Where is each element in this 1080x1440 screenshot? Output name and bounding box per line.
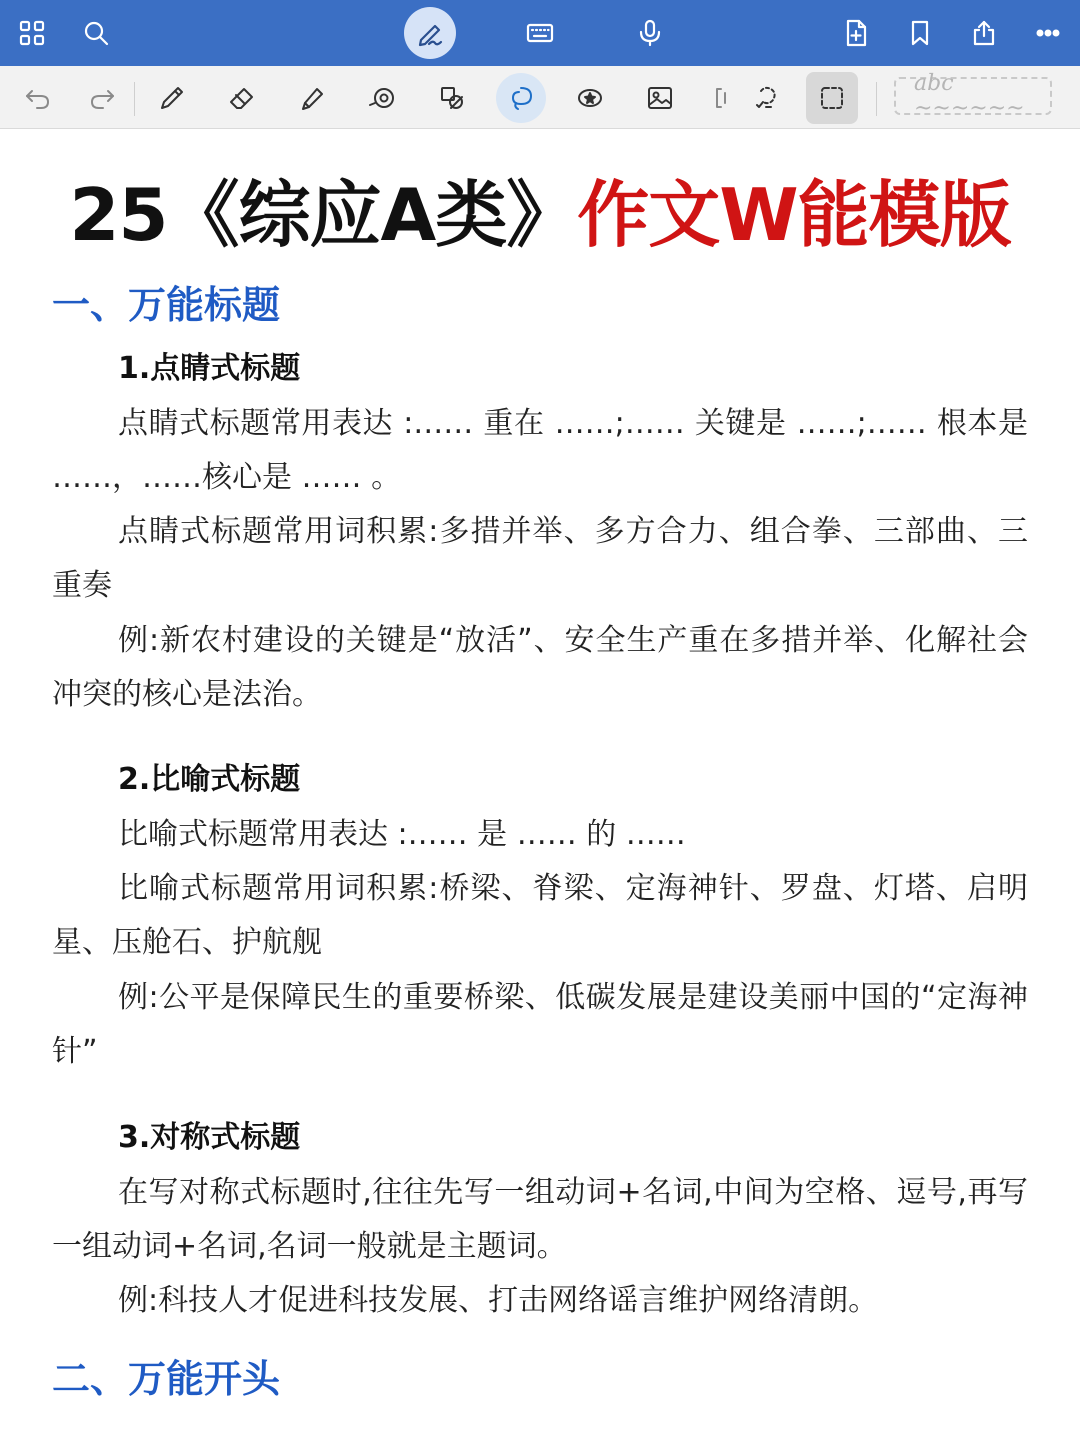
- paragraph: 在写对称式标题时,往往先写一组动词+名词,中间为空格、逗号,再写一组动词+名词,名词一般就是主题词。: [52, 1175, 1028, 1264]
- undo-icon[interactable]: [16, 76, 60, 120]
- highlighter-icon[interactable]: [290, 76, 334, 120]
- subsection-heading: 2.比喻式标题: [118, 762, 301, 797]
- pen-sample-preview[interactable]: abc ~~~~~~: [894, 77, 1052, 115]
- eraser-icon[interactable]: [220, 76, 264, 120]
- select-icon[interactable]: [806, 72, 858, 124]
- search-icon[interactable]: [72, 9, 120, 57]
- more-icon[interactable]: [1024, 9, 1072, 57]
- document-title-main: 25《综应A类》: [69, 173, 578, 257]
- image-icon[interactable]: [638, 76, 682, 120]
- paragraph: 比喻式标题常用表达 :…… 是 …… 的 ……: [118, 817, 686, 852]
- paragraph: 例:公平是保障民生的重要桥梁、低碳发展是建设美丽中国的“定海神针”: [52, 980, 1028, 1069]
- shape-recognize-icon[interactable]: [430, 76, 474, 120]
- top-app-bar: [0, 0, 1080, 66]
- lasso-select-icon[interactable]: [744, 76, 788, 120]
- text-box-icon[interactable]: [700, 76, 744, 120]
- subsection-heading: 3.对称式标题: [118, 1120, 301, 1155]
- bookmark-icon[interactable]: [896, 9, 944, 57]
- toolbar-divider: [876, 82, 877, 116]
- paragraph: 点睛式标题常用词积累:多措并举、多方合力、组合拳、三部曲、三重奏: [52, 514, 1028, 603]
- microphone-icon[interactable]: [626, 9, 674, 57]
- lasso-icon[interactable]: [496, 73, 546, 123]
- grid-icon[interactable]: [8, 9, 56, 57]
- document-title-highlight: 作文W能模版: [577, 173, 1011, 257]
- subsection-heading: 1.点睛式标题: [118, 351, 301, 386]
- share-icon[interactable]: [960, 9, 1008, 57]
- toolbar-divider: [134, 82, 135, 116]
- pen-mode-icon[interactable]: [404, 7, 456, 59]
- document-title: [0, 170, 1080, 260]
- section-heading: 二、万能开头: [52, 1357, 281, 1401]
- paragraph: 点睛式标题常用表达 :…… 重在 ……;…… 关键是 ……;…… 根本是 ……，……核心是 …… 。: [52, 406, 1028, 495]
- paragraph: 例:科技人才促进科技发展、打击网络谣言维护网络清朗。: [118, 1283, 879, 1318]
- shape-icon[interactable]: [360, 76, 404, 120]
- pencil-icon[interactable]: [150, 76, 194, 120]
- sticker-icon[interactable]: [568, 76, 612, 120]
- paragraph: 例:新农村建设的关键是“放活”、安全生产重在多措并举、化解社会冲突的核心是法治。: [52, 623, 1028, 712]
- keyboard-icon[interactable]: [516, 9, 564, 57]
- add-page-icon[interactable]: [832, 9, 880, 57]
- section-heading: 一、万能标题: [52, 283, 281, 327]
- redo-icon[interactable]: [80, 76, 124, 120]
- paragraph: 比喻式标题常用词积累:桥梁、脊梁、定海神针、罗盘、灯塔、启明星、压舱石、护航舰: [52, 871, 1028, 960]
